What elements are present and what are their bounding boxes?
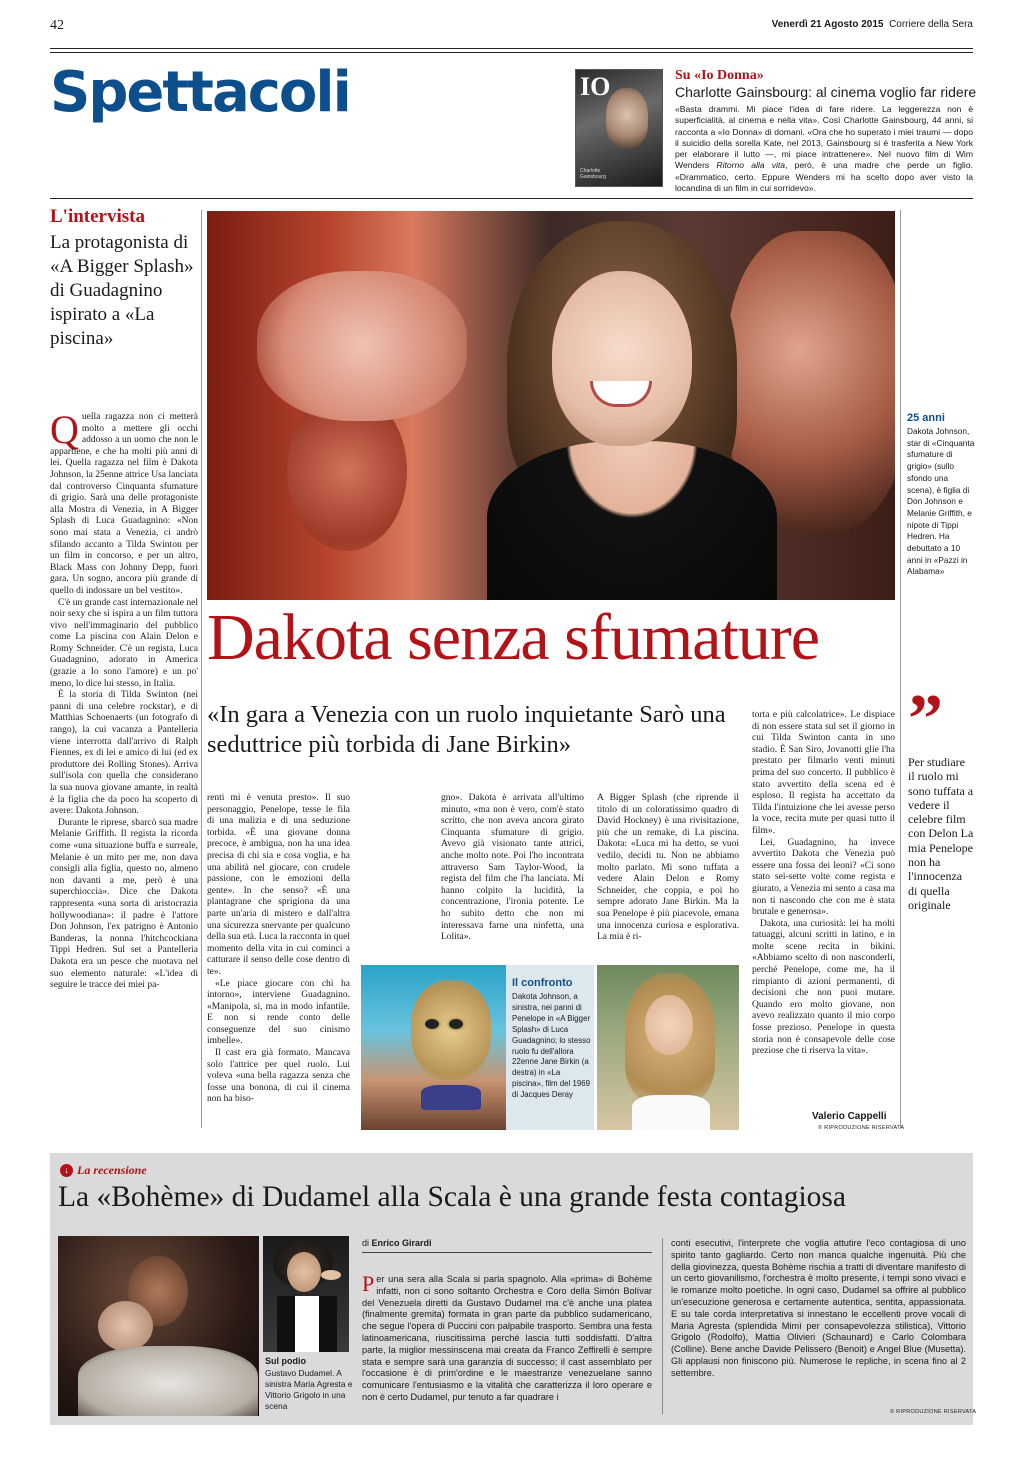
review-column-1: Per una sera alla Scala si parla spagnolo. Alla «prima» di Bohème infatti, non ci sono soltanto Orchestra e Coro della Simón Bolívar del Venezuela diretti da Gustavo Dudamel ma c'è anche una platea (finalmente gremita) formata in gran parte da pubblico sudamericano, che segue l'opera di Puccini con palpabile trasporto. Sembra una festa latinoamericana, riuscitissima perché lascia tutti soddisfatti. D'altra parte, la miglior messinscena mai creata da Franco Zeffirelli è sempre stata e sempre sarà una garanzia di successo; il cast assemblato per l'occasione è di prim'ordine e le maestranze venezuelane sanno comunicare l'entusiasmo e la vitalità che caratterizza il loro operare e non è certo Dudamel, pur tenuto a far quadrare i <box>362 1271 652 1402</box>
review-photo-caption-title: Sul podio <box>265 1356 306 1366</box>
issue-date: Venerdì 21 Agosto 2015 <box>771 19 884 30</box>
review-copyright-note: © RIPRODUZIONE RISERVATA <box>890 1409 977 1415</box>
article-deck: La protagonista di «A Bigger Splash» di Guadagnino ispirato a «La piscina» <box>50 232 194 349</box>
io-donna-cover-image[interactable] <box>575 69 663 187</box>
io-donna-logo: IO <box>580 72 611 101</box>
cover-caption: Charlotte Gainsbourg <box>580 168 606 180</box>
article-headline: Dakota senza sfumature <box>207 601 820 674</box>
article-column-1: Quella ragazza non ci metterà molto a mettere gli occhi addosso a un uomo che non le appartiene, e che ha molti più anni di lei. Quella ragazza nel film è Dakota Johnson, la 25enne attrice Usa lanciata dal controverso Cinquanta sfumature di grigio. Sarà una delle protagoniste alla Mostra di Venezia, in A Bigger Splash di Luca Guadagnino: «Non sono mai stata a Venezia, ci andrò sfilando accanto a Tilda Swinton per un film in concorso, e per un altro, Black Mass con Johnny Depp, fuori gara. Un sogno, ancora più grande di quello di indossare un bel vestito». C'è un grande cast internazionale nel noir sexy che si ispira a un film tuttora vivo nell'immaginario del pubblico come La piscina con Alain Delon e Romy Schneider. C'è un regista, Luca Guadagnino, adorato in America (grazie a Io sono l'amore) e un po' meno, lo dice lui stesso, in Italia. È la storia di Tilda Swinton (nei panni di una celebre rockstar), e di Matthias Schoenaerts (un fotografo di rango), la cui vacanza a Pantelleria viene interrotta dall'arrivo di Ralph Fiennes, ex di lei e amico di lui (ed ex produttore dei Rolling Stones). Arriva sull'isola con quella che considerano la sua nuova giovane amante, in realtà è la figlia che da poco ha scoperto di avere: Dakota Johnson. Durante le riprese, sbarcò sua madre Melanie Griffith. Il regista la ricorda come «una situazione buffa e surreale, Melanie è un mito per me, non dava consigli alla figlia, questo no, almeno non davanti a me, però è una superchioccia». Dice che Dakota rappresenta «una sorta di aristocrazia hollywoodiana»: il padre è l'attore Don Johnson, l'ex patrigno è Antonio Banderas, la nonna l'hitchcockiana Tippi Hedren. Sul set a Pantelleria Dakota era un pesce che nuotava nel suo elemento naturale: «L'idea di seguire le tracce dei miei pa- <box>50 407 198 991</box>
column-divider <box>201 210 202 1128</box>
review-byline: di Enrico Girardi <box>362 1238 432 1248</box>
date-line <box>772 19 973 30</box>
top-rule <box>50 48 973 49</box>
article-subhead: «In gara a Venezia con un ruolo inquietante Sarò una seduttrice più torbida di Jane Birkin» <box>207 701 726 758</box>
boheme-scene-photo[interactable] <box>58 1236 259 1416</box>
dakota-johnson-photo[interactable] <box>207 211 895 600</box>
confronto-kicker: Il confronto <box>512 977 573 989</box>
sunglasses <box>423 1017 467 1031</box>
review-rule <box>362 1252 652 1253</box>
dudamel-photo[interactable] <box>263 1236 349 1352</box>
io-donna-kicker: Su «Io Donna» <box>675 68 764 83</box>
page-number: 42 <box>50 18 64 33</box>
photo-caption: Dakota Johnson, star di «Cinquanta sfumature di grigio» (sullo sfondo una scena), è figlia di Don Johnson e Melanie Griffith, e nipote di Tippi Hedren. Ha debuttato a 10 anni in «Pazzi in Alabama» <box>907 426 975 577</box>
confronto-caption: Dakota Johnson, a sinistra, nei panni di Penelope in «A Bigger Splash» di Luca Guadagnino; lo stesso ruolo fu dell'allora 22enne Jane Birkin (a destra) in «La piscina», film del 1969 di Jacques Deray <box>512 992 591 1100</box>
copyright-note: © RIPRODUZIONE RISERVATA <box>818 1125 905 1131</box>
io-donna-headline[interactable]: Charlotte Gainsbourg: al cinema voglio far ridere <box>675 84 977 100</box>
top-rule-2 <box>50 52 973 53</box>
drop-cap: Q <box>50 407 79 452</box>
quote-icon: ” <box>908 681 943 758</box>
section-title: Spettacoli <box>50 60 350 125</box>
article-column-5: torta e più calcolatrice». Le dispiace di non essere stata sul set il giorno in cui Tilda Swinton canta in uno stadio. È San Siro, Jovanotti glie l'ha prestato per filmarlo venti minuti prima del suo concerto. Il pubblico è stato avvertito della scena ed è esploso. Il regista ha accettato da Tilda l'intuizione che lei avesse perso la voce, recita mute per quasi tutto il film». Lei, Guadagnino, ha invece avvertito Dakota che Venezia può essere una fossa dei leoni? «Ci sono stato sei-sette volte come regista e giurato, a Venezia mi sento a casa ma non ti nascondo che con me è stata brutale e generosa». Dakota, una curiosità: lei ha molti tatuaggi, alcuni scritti in latino, e in molte scene recita in bikini. «Abbiamo scelto di non nasconderli, perché Penelope, come me, ha il rimpianto di azioni permanenti, di decisioni che non puoi mutare. Quando ero molto giovane, non avevo realizzato quanto il mio corpo fosse prezioso. Penelope in questa storia non è consapevole delle cose preziose che ti riserva la vita». <box>752 710 895 1057</box>
jane-birkin-photo[interactable] <box>597 965 739 1130</box>
review-headline: La «Bohème» di Dudamel alla Scala è una grande festa contagiosa <box>58 1181 847 1213</box>
cover-portrait <box>606 88 648 148</box>
dakota-bikini-photo[interactable] <box>361 965 506 1130</box>
article-byline: Valerio Cappelli <box>812 1111 887 1122</box>
io-donna-body: «Basta drammi. Mi piace l'idea di fare ridere. La leggerezza non è superficialità, al cinema e nella vita». Così Charlotte Gainsbourg, 44 anni, si racconta a «Io Donna» di domani. «Ora che ho superato i miei traumi — dopo il suicidio della sorella Kate, nel 2013, Gainsbourg si è trasferita a New York per elaborare il lutto —, mi piace intrattenere». Nel nuovo film di Wim Wenders Ritorno alla vita, però, è una madre che perde un figlio. «Drammatico, certo. Eppure Wenders mi ha scelto dopo aver visto la locandina di un film in cui sorridevo». <box>675 104 973 194</box>
review-drop-cap: P <box>362 1271 375 1296</box>
arrow-down-icon: ↓ <box>60 1164 73 1177</box>
review-kicker: ↓ La recensione <box>60 1163 147 1178</box>
publication-name: Corriere della Sera <box>889 19 973 30</box>
review-author: Enrico Girardi <box>371 1238 432 1248</box>
photo-caption-title: 25 anni <box>907 412 945 424</box>
article-column-4: A Bigger Splash (che riprende il titolo di un coloratissimo quadro di David Hockney) è una rivisitazione, più che un remake, di La piscina. Dakota: «Luca mi ha detto, se vuoi vedilo, decidi tu. Non ne abbiamo molto parlato. Mi sono tuffata a vedere Alain Delon e Romy Schneider, che coppia, e poi ho sempre adorato Jane Birkin. Ma la sua Penelope è più piacevole, emana una innocenza curiosa e esplorativa. La mia è ri- <box>597 793 739 943</box>
pull-quote: Per studiare il ruolo mi sono tuffata a vedere il celebre film con Delon La mia Penelope non ha l'innocenza di quella originale <box>908 755 974 912</box>
article-column-3: gno». Dakota è arrivata all'ultimo minuto, «ma non è vero, com'è stato scritto, che non aveva ancora girato Cinquanta sfumature di grigio. Avevo già visionato tante attrici, anche molto note. Poi l'ho incontrata attraverso Sam Taylor-Wood, la regista del film che l'ha lanciata. Mi hanno colpito la lucidità, la concentrazione, l'ironia potente. Le ho subito detto che non mi interessava farne una ninfetta, una Lolita». <box>441 793 584 943</box>
review-column-2: conti esecutivi, l'interprete che voglia attutire l'eco contagiosa di uno spirito tanto gagliardo. Certo non manca qualche ingenuità. Più che della giovinezza, questa Bohème rischia a tratti di diventare manifesto di un certo giovanilismo, l'orchestra è molto presente, i tempi sono vivaci e le romanze molto poetiche. In ogni caso, Dudamel sa offrire al pubblico un'esecuzione generosa e certamente autentica, sentita, appassionata. E su tale corda interpretativa si innestano le eccellenti prove vocali di Maria Agresta (splendida Mimì per consapevolezza stilistica), Vittorio Grigolo (Rodolfo), Mattia Olivieri (Schaunard) e Carlo Colombara (Colline). Bene anche Davide Pelissero (Benoit) e Angel Blue (Musetta). Gli applausi non finiscono più. Numerose le repliche, in scena fino al 2 settembre. <box>671 1238 966 1378</box>
section-rule <box>50 198 973 199</box>
review-photo-caption: Gustavo Dudamel. A sinistra Maria Agresta e Vittorio Grigolo in una scena <box>265 1368 353 1411</box>
column-divider <box>900 210 901 1128</box>
column-divider <box>662 1238 663 1414</box>
article-kicker: L'intervista <box>50 206 145 227</box>
article-column-2: renti mi è venuta presto». Il suo personaggio, Penelope, tesse le fila di una malizia e di una seduzione torbida. «È una giovane donna precoce, è ambigua, non ha una idea precisa di chi sia e cosa voglia, e ha una abilità nel giocare, con crudele passione, con le emozioni della gente». In che senso? «È una plantagrane che sprigiona da una parte un'aria di mistero e dall'altra una sicurezza snervante per qualcuno della sua età. Luca la racconta in quel momento della vita in cui cominci a catturare il senso delle cose dentro di te». «Le piace giocare con chi ha intorno», interviene Guadagnino. «Manipola, sì, ma in modo infantile. E non si rende conto delle conseguenze del suo cinismo imbelle». Il cast era già formato. Mancava solo l'attrice per quel ruolo. Lui voleva «una bella ragazza senza che fosse una bonona, di cui il cinema non ha biso- <box>207 793 350 1105</box>
